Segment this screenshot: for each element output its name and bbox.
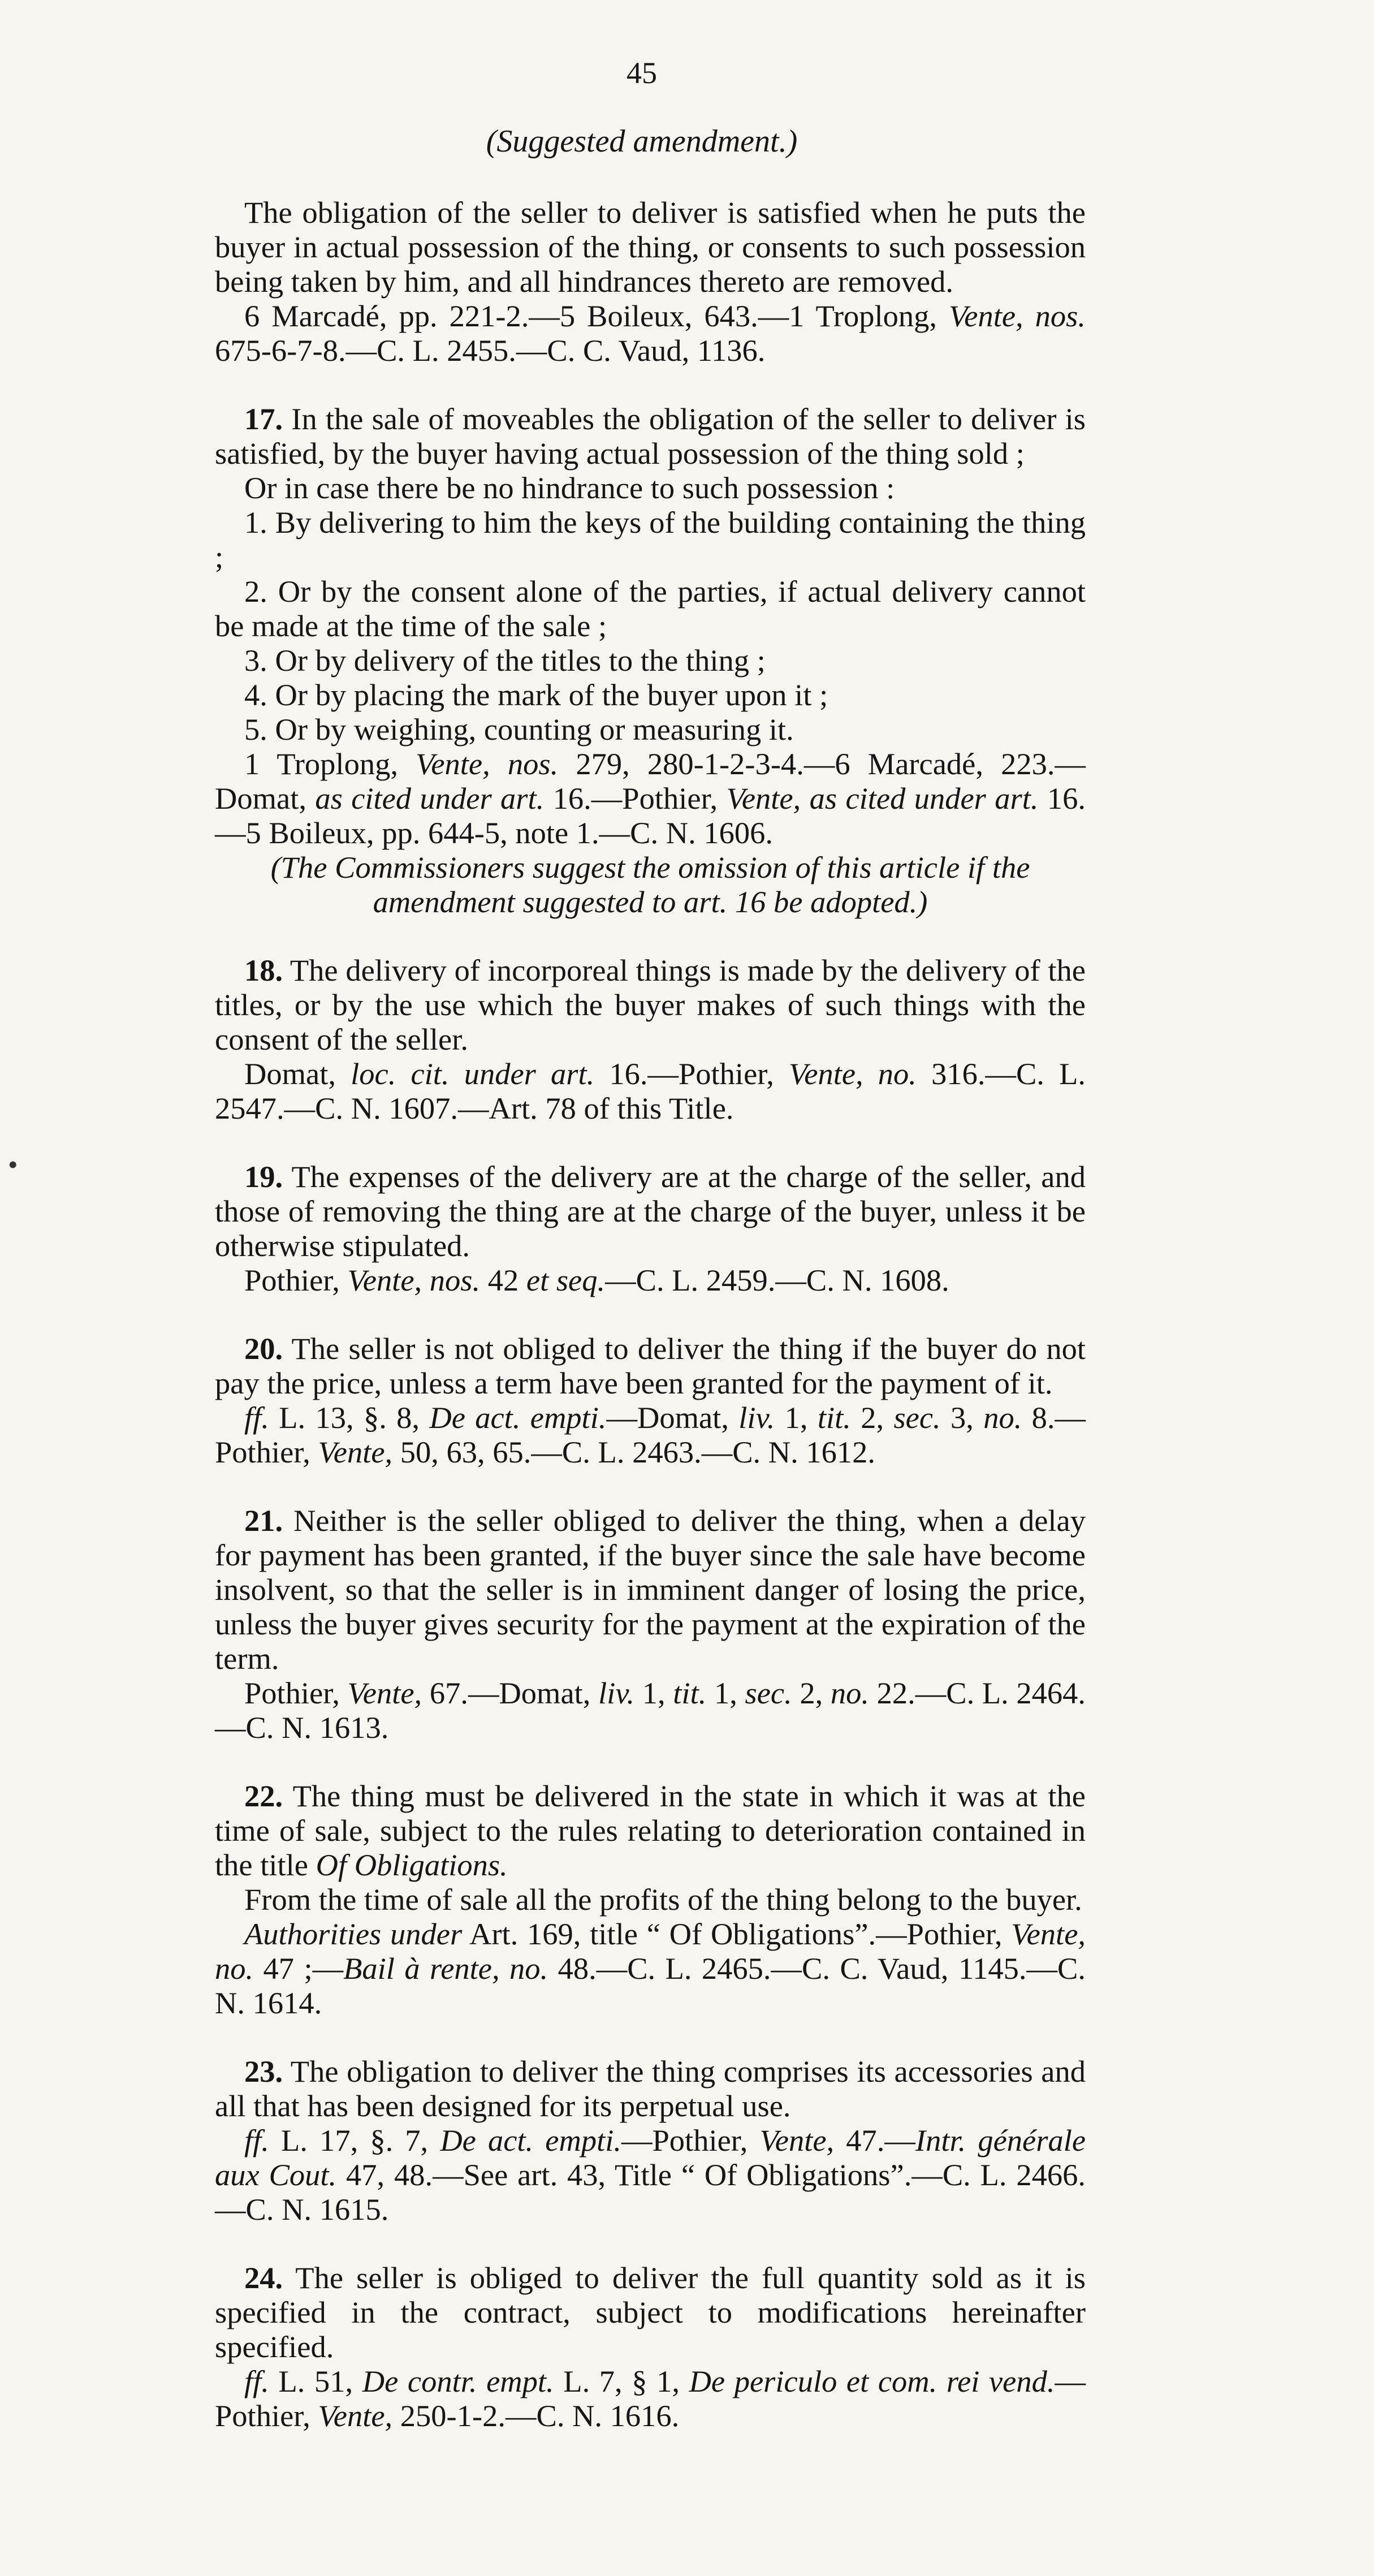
article-21 [215, 1503, 1086, 1745]
article-23 [215, 2054, 1086, 2227]
suggested-amendment [215, 195, 1086, 368]
list-item: 3. Or by delivery of the titles to the thing ; [244, 643, 766, 678]
article-number: 19. [244, 1159, 283, 1194]
article-citation: Pothier, Vente, nos. 42 et seq.—C. L. 2459.—C. N. 1608. [244, 1263, 949, 1297]
margin-mark: • [8, 1149, 18, 1180]
article-18 [215, 953, 1086, 1125]
article-citation: ff. L. 13, §. 8, De act. empti.—Domat, liv. 1, tit. 2, sec. 3, no. 8.—Pothier, Vente, 50, 63, 65.—C. L. 2463.—C. N. 1612. [215, 1400, 1086, 1469]
article-number: 23. [244, 2054, 283, 2089]
article-citation: Pothier, Vente, 67.—Domat, liv. 1, tit. 1, sec. 2, no. 22.—C. L. 2464.—C. N. 1613. [215, 1676, 1086, 1745]
article-citation: ff. L. 51, De contr. empt. L. 7, § 1, De periculo et com. rei vend.—Pothier, Vente, 250-1-2.—C. N. 1616. [215, 2364, 1086, 2433]
article-citation: 1 Troplong, Vente, nos. 279, 280-1-2-3-4.—6 Marcadé, 223.—Domat, as cited under art. 16.—Pothier, Vente, as cited under art. 16.—5 Boileux, pp. 644-5, note 1.—C. N. 1606. [215, 747, 1086, 850]
article-number: 20. [244, 1331, 283, 1366]
page-number: 45 [626, 56, 657, 90]
list-item: 2. Or by the consent alone of the parties, if actual delivery cannot be made at the time of the sale ; [215, 574, 1086, 643]
list-item: 5. Or by weighing, counting or measuring it. [244, 712, 794, 747]
article-text: 23. The obligation to deliver the thing comprises its accessories and all that has been designed for its perpetual use. [215, 2054, 1086, 2123]
article-text: 18. The delivery of incorporeal things is made by the delivery of the titles, or by the use which the buyer makes of such things with the consent of the seller. [215, 953, 1086, 1056]
article-text: 21. Neither is the seller obliged to deliver the thing, when a delay for payment has been granted, if the buyer since the sale have become insolvent, so that the seller is in imminent danger of losing the price, unless the buyer gives security for the payment at the expiration of the term. [215, 1503, 1086, 1676]
article-text: 17. In the sale of moveables the obligation of the seller to deliver is satisfied, by the buyer having actual possession of the thing sold ; [215, 402, 1086, 471]
amendment-citation: 6 Marcadé, pp. 221-2.—5 Boileux, 643.—1 Troplong, Vente, nos. 675-6-7-8.—C. L. 2455.—C. C. Vaud, 1136. [215, 299, 1086, 368]
article-19 [215, 1159, 1086, 1297]
list-item: 4. Or by placing the mark of the buyer upon it ; [244, 678, 828, 712]
article-number: 22. [244, 1779, 283, 1813]
article-citation: ff. L. 17, §. 7, De act. empti.—Pothier, Vente, 47.—Intr. générale aux Cout. 47, 48.—See art. 43, Title “ Of Obligations”.—C. L. 2466.—C. N. 1615. [215, 2123, 1086, 2227]
article-number: 18. [244, 953, 283, 987]
commissioners-note: (The Commissioners suggest the omission of this article if the amendment suggested to art. 16 be adopted.) [270, 850, 1030, 919]
article-paragraph: From the time of sale all the profits of the thing belong to the buyer. [244, 1882, 1082, 1917]
article-17 [215, 402, 1086, 919]
article-number: 21. [244, 1503, 283, 1538]
article-citation: Domat, loc. cit. under art. 16.—Pothier, Vente, no. 316.—C. L. 2547.—C. N. 1607.—Art. 78 of this Title. [215, 1056, 1086, 1125]
list-item: 1. By delivering to him the keys of the building containing the thing ; [215, 505, 1086, 574]
article-24 [215, 2260, 1086, 2433]
article-citation: Authorities under Art. 169, title “ Of Obligations”.—Pothier, Vente, no. 47 ;—Bail à rente, no. 48.—C. L. 2465.—C. C. Vaud, 1145.—C. N. 1614. [215, 1917, 1086, 2020]
article-number: 17. [244, 402, 283, 436]
amendment-text: The obligation of the seller to deliver is satisfied when he puts the buyer in actual possession of the thing, or consents to such possession being taken by him, and all hindrances thereto are removed. [215, 195, 1086, 299]
body-text [215, 195, 1086, 2433]
article-number: 24. [244, 2260, 283, 2295]
article-20 [215, 1331, 1086, 1469]
article-text: 19. The expenses of the delivery are at the charge of the seller, and those of removing the thing are at the charge of the buyer, unless it be otherwise stipulated. [215, 1159, 1086, 1263]
article-text: 22. The thing must be delivered in the state in which it was at the time of sale, subject to the rules relating to deterioration contained in the title Of Obligations. [215, 1779, 1086, 1882]
article-22 [215, 1779, 1086, 2020]
article-text: 20. The seller is not obliged to deliver the thing if the buyer do not pay the price, unless a term have been granted for the payment of it. [215, 1331, 1086, 1400]
section-heading: (Suggested amendment.) [486, 124, 798, 159]
list-item: Or in case there be no hindrance to such possession : [244, 471, 895, 505]
article-text: 24. The seller is obliged to deliver the full quantity sold as it is specified in the contract, subject to modifications hereinafter specified. [215, 2260, 1086, 2364]
